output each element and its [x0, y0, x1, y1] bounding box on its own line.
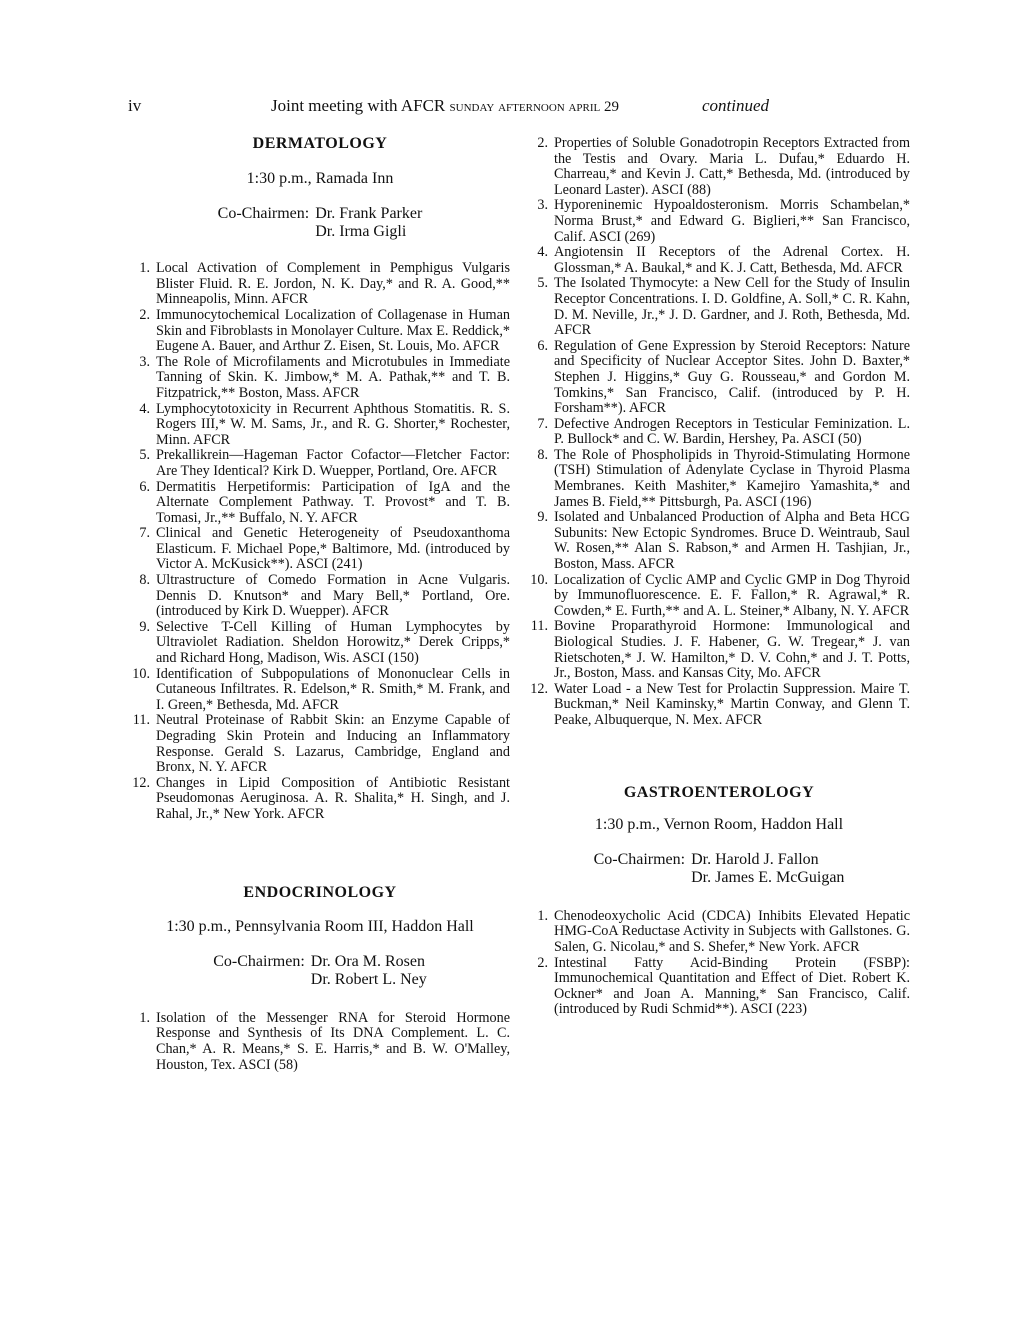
abstract-text: Water Load - a New Test for Prolactin Suppression. Maire T. Buckman,* Neil Kaminsky,* Martin Conway, and Glenn T. Peake, Albuquerque, N. Mex. AFCR	[554, 680, 910, 728]
abstract-item	[130, 776, 510, 823]
abstract-text: Lymphocytotoxicity in Recurrent Aphthous Stomatitis. R. S. Rogers III,* W. M. Sams, Jr., and R. G. Shorter,* Rochester, Minn. AFCR	[156, 400, 510, 448]
abstract-text: Isolated and Unbalanced Production of Alpha and Beta HCG Subunits: New Ectopic Syndromes. Bruce D. Weintraub, Saul W. Rosen,** Alan S. Rabson,* and Armen H. Tashjian, Jr., Boston, Mass. AFCR	[554, 509, 910, 573]
item-number: 2.	[537, 135, 548, 151]
item-number: 12.	[132, 774, 150, 791]
abstract-item	[528, 245, 910, 276]
item-number: 8.	[139, 572, 150, 589]
abstract-text: The Role of Phospholipids in Thyroid-Stimulating Hormone (TSH) Stimulation of Adenylate Cyclase in Thyroid Plasma Membranes. Keith Mashiter,* Kamejiro Yamashita,* and James B. Field,** Pittsburgh, Pa. ASCI (196)	[554, 446, 910, 510]
item-number: 10.	[132, 665, 150, 682]
item-number: 11.	[530, 618, 548, 635]
abstract-item	[528, 510, 910, 572]
abstract-item	[130, 308, 510, 355]
cochairs-label: Co-Chairmen:	[593, 850, 686, 868]
abstract-item	[130, 402, 510, 449]
abstract-text: Hyporeninemic Hypoaldosteronism. Morris Schambelan,* Norma Brust,* and Edward G. Biglieri,** San Francisco, Calif. ASCI (269)	[554, 197, 910, 245]
abstract-item	[528, 619, 910, 681]
abstract-item	[528, 956, 910, 1018]
item-number: 11.	[132, 712, 150, 729]
gastroenterology-cochairs	[528, 851, 910, 887]
abstract-text: Local Activation of Complement in Pemphigus Vulgaris Blister Fluid. R. E. Jordon, N. K. Day,* and R. A. Good,** Minneapolis, Minn. AFCR	[156, 260, 510, 308]
abstract-text: Prekallikrein—Hageman Factor Cofactor—Fletcher Factor: Are They Identical? Kirk D. Wuepper, Portland, Ore. AFCR	[156, 447, 510, 479]
cochairs-names	[315, 205, 422, 241]
item-number: 8.	[537, 446, 548, 463]
endocrinology-section	[130, 885, 510, 1074]
abstract-text: The Isolated Thymocyte: a New Cell for the Study of Insulin Receptor Concentrations. I. D. Goldfine, A. Soll,* C. R. Kahn, D. M. Neville, Jr.,* J. D. Gardner, and J. Roth, Bethesda, Md. AFCR	[554, 275, 910, 339]
item-number: 4.	[139, 400, 150, 417]
cochairs-names	[691, 851, 844, 887]
item-number: 1.	[139, 1009, 150, 1026]
item-number: 12.	[530, 680, 548, 697]
item-number: 1.	[537, 907, 548, 924]
endocrinology-title: ENDOCRINOLOGY	[243, 883, 397, 901]
dermatology-section	[130, 136, 510, 823]
abstract-text: Properties of Soluble Gonadotropin Receptors Extracted from the Testis and Ovary. Maria L. Dufau,* Eduardo H. Charreau,* and Kevin J. Catt,* Bethesda, Md. (introduced by Leonard Laster). ASCI (88)	[554, 135, 910, 198]
item-number: 2.	[139, 306, 150, 323]
abstract-item	[528, 573, 910, 620]
item-number: 10.	[530, 571, 548, 588]
abstract-item	[130, 448, 510, 479]
abstract-item	[528, 198, 910, 245]
abstract-text: Chenodeoxycholic Acid (CDCA) Inhibits Elevated Hepatic HMG-CoA Reductase Activity in Subjects with Gallstones. G. Salen, G. Nicolau,* and S. Shefer,* New York. AFCR	[554, 907, 910, 955]
item-number: 1.	[139, 260, 150, 277]
abstract-text: Selective T-Cell Killing of Human Lymphocytes by Ultraviolet Radiation. Sheldon Horowitz,* Derek Cripps,* and Richard Hong, Madison, Wis. ASCI (150)	[156, 618, 510, 667]
abstract-item	[130, 480, 510, 527]
abstract-text: The Role of Microfilaments and Microtubules in Immediate Tanning of Skin. K. Jimbow,* M. A. Pathak,** and T. B. Fitzpatrick,** Boston, Mass. AFCR	[156, 353, 510, 401]
gastroenterology-time-place: 1:30 p.m., Vernon Room, Haddon Hall	[594, 816, 844, 834]
abstract-item	[130, 355, 510, 402]
abstract-item	[528, 417, 910, 448]
abstract-text: Localization of Cyclic AMP and Cyclic GMP in Dog Thyroid by Immunofluorescence. E. F. Fallon,* R. Agrawal,* R. Cowden,* E. Furth,** and A. L. Steiner,* Albany, N. Y. AFCR	[554, 571, 910, 619]
running-title-date: sunday afternoon april 29	[449, 99, 620, 115]
endocrinology-abstract-list	[130, 1011, 510, 1073]
abstract-item	[130, 620, 510, 667]
endocrinology-time-place: 1:30 p.m., Pennsylvania Room III, Haddon Hall	[166, 918, 474, 936]
item-number: 9.	[139, 618, 150, 635]
abstract-item	[528, 339, 910, 417]
chair-name: Dr. Irma Gigli	[315, 223, 407, 241]
gastroenterology-section	[528, 785, 910, 1018]
abstract-text: Neutral Proteinase of Rabbit Skin: an Enzyme Capable of Degrading Skin Protein and Inducing an Inflammatory Response. Gerald S. Lazarus, Cambridge, England and Bronx, N. Y. AFCR	[156, 712, 510, 776]
cochairs-names	[311, 953, 427, 989]
cochairs-label: Co-Chairmen:	[217, 205, 310, 223]
abstract-item	[130, 261, 510, 308]
dermatology-title: DERMATOLOGY	[252, 135, 388, 152]
abstract-item	[130, 1011, 510, 1073]
item-number: 9.	[537, 509, 548, 526]
dermatology-cochairs	[130, 205, 510, 241]
item-number: 5.	[537, 275, 548, 292]
gastroenterology-abstract-list	[528, 909, 910, 1018]
item-number: 3.	[537, 197, 548, 214]
item-number: 5.	[139, 447, 150, 464]
abstract-item	[130, 713, 510, 775]
abstract-text: Identification of Subpopulations of Mononuclear Cells in Cutaneous Infiltrates. R. Edelson,* R. Smith,* M. Frank, and I. Green,* Bethesda, Md. AFCR	[156, 665, 510, 713]
abstract-text: Clinical and Genetic Heterogeneity of Pseudoxanthoma Elasticum. F. Michael Pope,* Baltimore, Md. (introduced by Victor A. McKusick**). ASCI (241)	[156, 525, 510, 573]
abstract-text: Bovine Proparathyroid Hormone: Immunological and Biological Studies. J. F. Habener, G. W. Tregear,* J. van Rietschoten,* J. W. Hamilton,* D. V. Cohn,* and J. T. Potts, Jr., Boston, Mass. and Kansas City, Mo. AFCR	[554, 618, 910, 682]
abstract-text: Intestinal Fatty Acid-Binding Protein (FSBP): Immunochemical Quantitation and Effect of Diet. Robert K. Ockner* and Joan A. Manning,* San Francisco, Calif. (introduced by Rudi Schmid**). ASCI (223)	[554, 954, 910, 1018]
abstract-item	[528, 448, 910, 510]
gastroenterology-title: GASTROENTEROLOGY	[623, 783, 815, 801]
endocrinology-abstract-list-continued	[528, 136, 910, 729]
abstract-item	[130, 667, 510, 714]
continued-label: continued	[702, 96, 770, 115]
item-number: 4.	[537, 244, 548, 261]
chair-name: Dr. Ora M. Rosen	[310, 952, 425, 970]
item-number: 6.	[139, 478, 150, 495]
abstract-item	[528, 276, 910, 338]
item-number: 7.	[537, 415, 548, 432]
page-number: iv	[128, 96, 142, 115]
chair-name: Dr. Frank Parker	[315, 205, 423, 223]
item-number: 6.	[537, 337, 548, 354]
abstract-item	[130, 526, 510, 573]
cochairs-label: Co-Chairmen:	[213, 952, 305, 970]
abstract-text: Ultrastructure of Comedo Formation in Acne Vulgaris. Dennis D. Knutson* and Mary Bell,* Portland, Ore. (introduced by Kirk D. Wuepper). AFCR	[156, 572, 510, 620]
running-title	[271, 96, 619, 116]
abstract-item	[528, 136, 910, 198]
abstract-text: Regulation of Gene Expression by Steroid Receptors: Nature and Specificity of Nuclear Acceptor Sites. John D. Baxter,* Stephen J. Higgins,* Guy G. Rousseau,* and Gordon M. Tomkins,* San Francisco, Calif. (introduced by P. H. Forsham**). AFCR	[554, 337, 910, 417]
dermatology-abstract-list	[130, 261, 510, 822]
endocrinology-cochairs	[130, 953, 510, 989]
abstract-text: Dermatitis Herpetiformis: Participation of IgA and the Alternate Complement Pathway. T. Provost* and T. B. Tomasi, Jr.,** Buffalo, N. Y. AFCR	[156, 478, 510, 526]
item-number: 2.	[537, 954, 548, 971]
abstract-text: Immunocytochemical Localization of Collagenase in Human Skin and Fibroblasts in Monolayer Culture. Max E. Reddick,* Eugene A. Bauer, and Arthur Z. Eisen, St. Louis, Mo. AFCR	[156, 306, 510, 355]
abstract-text: Angiotensin II Receptors of the Adrenal Cortex. H. Glossman,* A. Baukal,* and K. J. Catt, Bethesda, Md. AFCR	[554, 244, 910, 276]
item-number: 7.	[139, 525, 150, 542]
running-title-prefix: Joint meeting with AFCR	[271, 96, 446, 115]
chair-name: Dr. Harold J. Fallon	[691, 850, 819, 868]
chair-name: Dr. James E. McGuigan	[691, 868, 845, 886]
abstract-text: Isolation of the Messenger RNA for Steroid Hormone Response and Synthesis of Its DNA Complement. L. C. Chan,* A. R. Means,* S. E. Harris,* and B. W. O'Malley, Houston, Tex. ASCI (58)	[156, 1009, 510, 1073]
abstract-item	[528, 682, 910, 729]
left-column	[130, 136, 510, 1073]
item-number: 3.	[139, 353, 150, 370]
abstract-item	[130, 573, 510, 620]
right-column	[528, 136, 910, 1018]
dermatology-time-place: 1:30 p.m., Ramada Inn	[246, 169, 394, 187]
abstract-item	[528, 909, 910, 956]
chair-name: Dr. Robert L. Ney	[310, 970, 427, 988]
abstract-text: Changes in Lipid Composition of Antibiotic Resistant Pseudomonas Aeruginosa. A. R. Shalita,* H. Singh, and J. Rahal, Jr.,* New York. AFCR	[156, 774, 510, 822]
abstract-text: Defective Androgen Receptors in Testicular Feminization. L. P. Bullock* and C. W. Bardin, Hershey, Pa. ASCI (50)	[554, 415, 910, 448]
page-header	[128, 96, 908, 124]
